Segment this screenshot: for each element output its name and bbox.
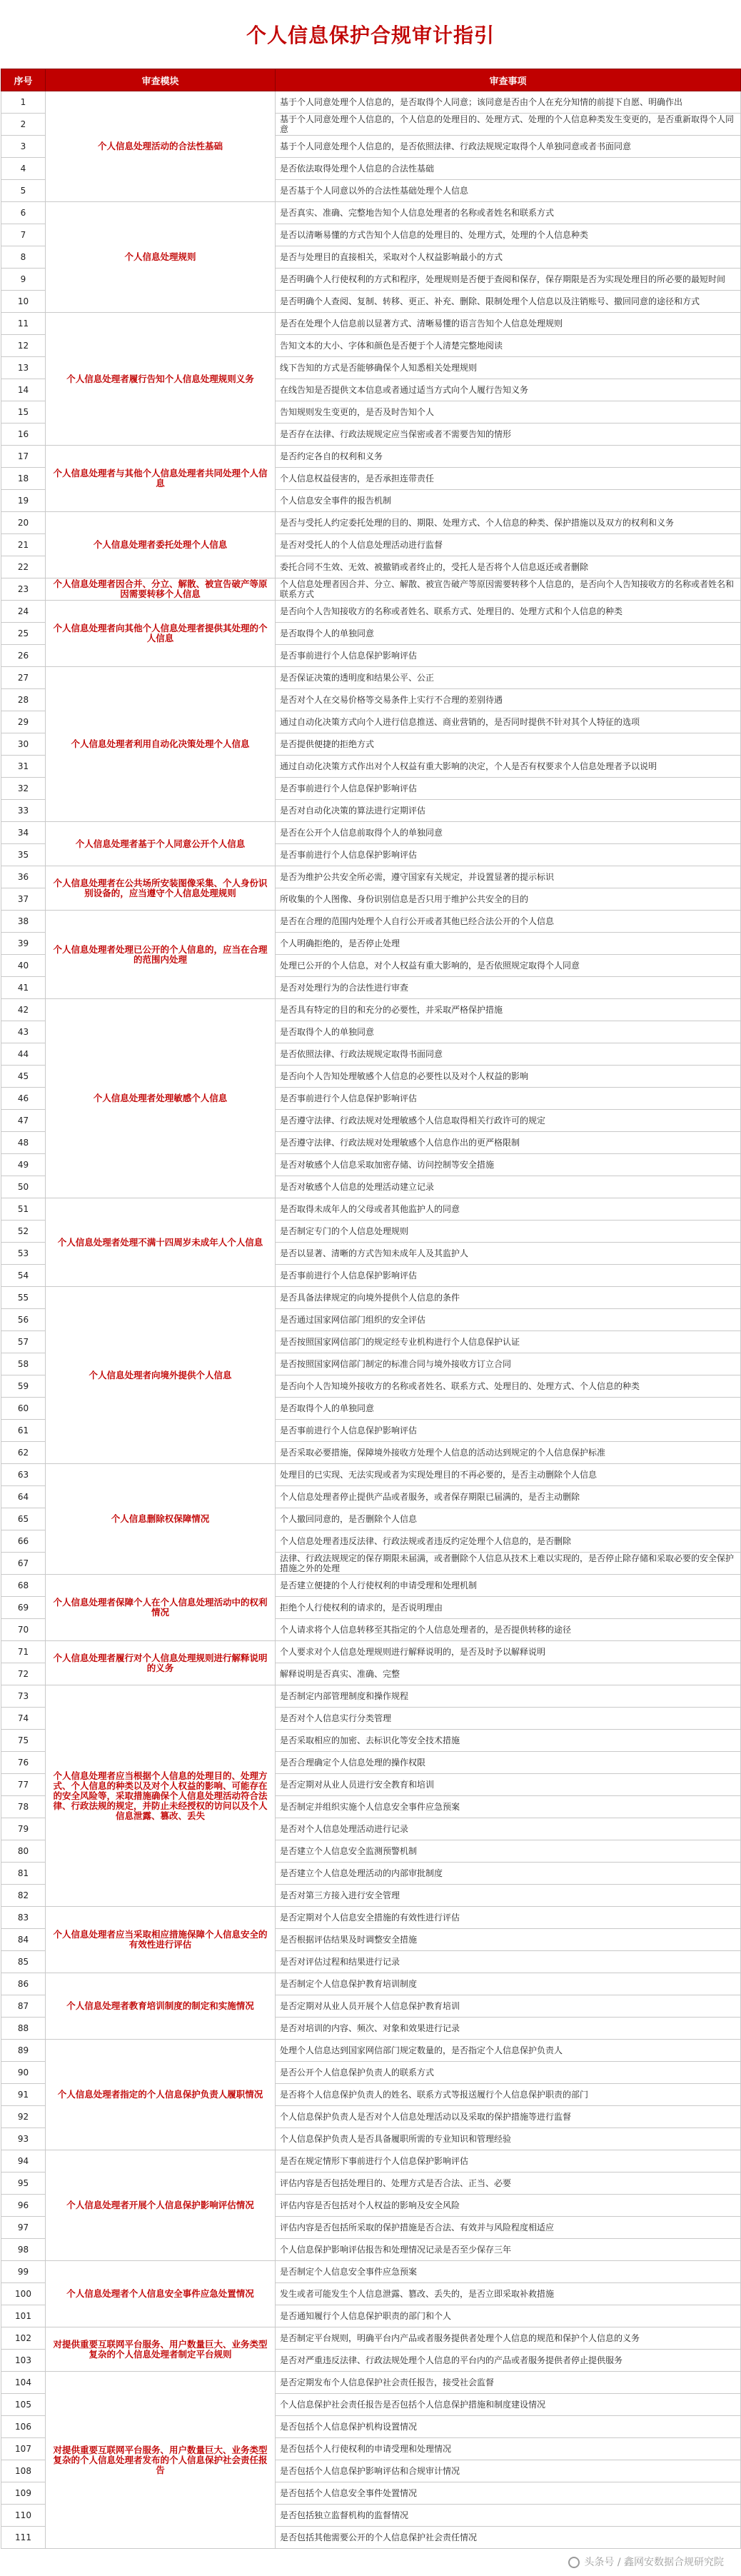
table-row: [1, 2372, 741, 2394]
row-seq: 4: [1, 158, 46, 180]
module-cell: 个人信息处理者指定的个人信息保护负责人履职情况: [46, 2040, 276, 2150]
row-seq: 52: [1, 1221, 46, 1243]
module-cell: 个人信息处理者利用自动化决策处理个人信息: [46, 667, 276, 822]
row-item: 个人请求将个人信息转移至其指定的个人信息处理者的，是否提供转移的途径: [276, 1619, 741, 1641]
module-cell: 个人信息处理者在公共场所安装图像采集、个人身份识别设备的，应当遵守个人信息处理规则: [46, 866, 276, 911]
row-seq: 14: [1, 379, 46, 401]
row-item: 是否事前进行个人信息保护影响评估: [276, 1420, 741, 1442]
row-seq: 105: [1, 2394, 46, 2416]
row-item: 个人撤回同意的，是否删除个人信息: [276, 1508, 741, 1530]
module-cell: 个人信息处理者处理不满十四周岁未成年人个人信息: [46, 1198, 276, 1287]
row-seq: 26: [1, 645, 46, 667]
row-seq: 48: [1, 1132, 46, 1154]
row-item: 是否制定个人信息保护教育培训制度: [276, 1973, 741, 1995]
table-row: [1, 512, 741, 534]
row-seq: 3: [1, 136, 46, 158]
table-row: [1, 578, 741, 601]
row-item: 是否存在法律、行政法规规定应当保密或者不需要告知的情形: [276, 424, 741, 446]
row-seq: 50: [1, 1176, 46, 1198]
module-cell: 个人信息处理者处理敏感个人信息: [46, 999, 276, 1198]
row-seq: 95: [1, 2172, 46, 2195]
table-row: [1, 2261, 741, 2283]
row-seq: 18: [1, 468, 46, 490]
row-seq: 39: [1, 933, 46, 955]
row-seq: 41: [1, 977, 46, 999]
row-item: 是否向个人告知境外接收方的名称或者姓名、联系方式、处理目的、处理方式、个人信息的种类: [276, 1375, 741, 1398]
header-item: 审查事项: [276, 69, 741, 91]
row-seq: 35: [1, 844, 46, 866]
row-seq: 37: [1, 888, 46, 911]
row-item: 是否包括个人信息保护机构设置情况: [276, 2416, 741, 2438]
row-item: 所收集的个人图像、身份识别信息是否只用于维护公共安全的目的: [276, 888, 741, 911]
row-item: 个人明确拒绝的，是否停止处理: [276, 933, 741, 955]
row-seq: 89: [1, 2040, 46, 2062]
row-seq: 111: [1, 2527, 46, 2549]
row-seq: 16: [1, 424, 46, 446]
row-seq: 107: [1, 2438, 46, 2460]
row-item: 是否对敏感个人信息采取加密存储、访问控制等安全措施: [276, 1154, 741, 1176]
row-seq: 58: [1, 1353, 46, 1375]
module-cell: 个人信息删除权保障情况: [46, 1464, 276, 1575]
row-seq: 20: [1, 512, 46, 534]
row-seq: 91: [1, 2084, 46, 2106]
header-module: 审查模块: [46, 69, 276, 91]
row-item: 是否取得个人的单独同意: [276, 623, 741, 645]
row-seq: 88: [1, 2018, 46, 2040]
row-seq: 43: [1, 1021, 46, 1043]
row-seq: 71: [1, 1641, 46, 1663]
row-item: 是否定期对从业人员开展个人信息保护教育培训: [276, 1995, 741, 2018]
title-bar: [0, 0, 741, 69]
table-row: [1, 446, 741, 468]
row-item: 是否制定并组织实施个人信息安全事件应急预案: [276, 1796, 741, 1818]
row-item: 是否采取相应的加密、去标识化等安全技术措施: [276, 1730, 741, 1752]
row-seq: 96: [1, 2195, 46, 2217]
module-cell: 对提供重要互联网平台服务、用户数量巨大、业务类型复杂的个人信息处理者发布的个人信息保护社会责任报告: [46, 2372, 276, 2549]
row-seq: 67: [1, 1553, 46, 1575]
row-seq: 24: [1, 601, 46, 623]
table-row: [1, 1198, 741, 1221]
module-cell: 个人信息处理者因合并、分立、解散、被宣告破产等原因需要转移个人信息: [46, 578, 276, 601]
row-seq: 93: [1, 2128, 46, 2150]
row-item: 是否对个人信息实行分类管理: [276, 1708, 741, 1730]
row-item: 评估内容是否包括对个人权益的影响及安全风险: [276, 2195, 741, 2217]
row-seq: 99: [1, 2261, 46, 2283]
row-seq: 44: [1, 1043, 46, 1066]
audit-table: [1, 69, 741, 2549]
table-row: [1, 1464, 741, 1486]
row-item: 告知规则发生变更的，是否及时告知个人: [276, 401, 741, 424]
row-seq: 8: [1, 246, 46, 269]
row-seq: 59: [1, 1375, 46, 1398]
row-item: 基于个人同意处理个人信息的，是否取得个人同意；该同意是否由个人在充分知情的前提下自愿、明确作出: [276, 91, 741, 114]
row-item: 是否在规定情形下事前进行个人信息保护影响评估: [276, 2150, 741, 2172]
row-item: 是否通过国家网信部门组织的安全评估: [276, 1309, 741, 1331]
row-item: 是否取得个人的单独同意: [276, 1021, 741, 1043]
row-seq: 21: [1, 534, 46, 556]
row-seq: 87: [1, 1995, 46, 2018]
header-seq: 序号: [1, 69, 46, 91]
module-cell: 个人信息处理者履行对个人信息处理规则进行解释说明的义务: [46, 1641, 276, 1685]
row-item: 基于个人同意处理个人信息的，个人信息的处理目的、处理方式、处理的个人信息种类发生变更的，是否重新取得个人同意: [276, 114, 741, 136]
row-item: 个人要求对个人信息处理规则进行解释说明的，是否及时予以解释说明: [276, 1641, 741, 1663]
row-seq: 10: [1, 291, 46, 313]
row-item: 是否制定平台规则，明确平台内产品或者服务提供者处理个人信息的规范和保护个人信息的义务: [276, 2327, 741, 2350]
module-cell: 个人信息处理者向境外提供个人信息: [46, 1287, 276, 1464]
row-item: 是否包括个人信息安全事件处置情况: [276, 2482, 741, 2505]
row-item: 是否对处理行为的合法性进行审查: [276, 977, 741, 999]
module-cell: 个人信息处理规则: [46, 202, 276, 313]
row-item: 是否制定内部管理制度和操作规程: [276, 1685, 741, 1708]
row-seq: 51: [1, 1198, 46, 1221]
row-item: 委托合同不生效、无效、被撤销或者终止的，受托人是否将个人信息返还或者删除: [276, 556, 741, 578]
row-seq: 36: [1, 866, 46, 888]
row-item: 是否基于个人同意以外的合法性基础处理个人信息: [276, 180, 741, 202]
row-seq: 61: [1, 1420, 46, 1442]
row-item: 线下告知的方式是否能够确保个人知悉相关处理规则: [276, 357, 741, 379]
row-seq: 79: [1, 1818, 46, 1840]
row-item: 个人信息保护负责人是否具备履职所需的专业知识和管理经验: [276, 2128, 741, 2150]
row-item: 评估内容是否包括处理目的、处理方式是否合法、正当、必要: [276, 2172, 741, 2195]
row-item: 个人信息处理者因合并、分立、解散、被宣告破产等原因需要转移个人信息的，是否向个人告知接收方的名称或者姓名和联系方式: [276, 578, 741, 601]
table-row: [1, 1685, 741, 1708]
row-seq: 57: [1, 1331, 46, 1353]
module-cell: 个人信息处理者处理已公开的个人信息的，应当在合理的范围内处理: [46, 911, 276, 999]
module-cell: 个人信息处理者应当根据个人信息的处理目的、处理方式、个人信息的种类以及对个人权益的影响、可能存在的安全风险等，采取措施确保个人信息处理活动符合法律、行政法规的规定，并防止未经授权的访问以及个人信息泄露、篡改、丢失: [46, 1685, 276, 1907]
row-item: 在线告知是否提供文本信息或者通过适当方式向个人履行告知义务: [276, 379, 741, 401]
table-row: [1, 1641, 741, 1663]
row-seq: 40: [1, 955, 46, 977]
table-row: [1, 1287, 741, 1309]
row-seq: 11: [1, 313, 46, 335]
row-seq: 69: [1, 1597, 46, 1619]
row-item: 是否事前进行个人信息保护影响评估: [276, 1088, 741, 1110]
row-seq: 6: [1, 202, 46, 224]
row-seq: 77: [1, 1774, 46, 1796]
row-seq: 34: [1, 822, 46, 844]
table-header-row: [1, 69, 741, 91]
row-seq: 54: [1, 1265, 46, 1287]
row-item: 是否以清晰易懂的方式告知个人信息的处理目的、处理方式，处理的个人信息种类: [276, 224, 741, 246]
table-row: [1, 313, 741, 335]
row-item: 是否依照法律、行政法规规定取得书面同意: [276, 1043, 741, 1066]
row-seq: 94: [1, 2150, 46, 2172]
row-seq: 31: [1, 756, 46, 778]
row-seq: 60: [1, 1398, 46, 1420]
row-item: 告知文本的大小、字体和颜色是否便于个人清楚完整地阅读: [276, 335, 741, 357]
module-cell: 个人信息处理者与其他个人信息处理者共同处理个人信息: [46, 446, 276, 512]
row-item: 是否包括其他需要公开的个人信息保护社会责任情况: [276, 2527, 741, 2549]
row-seq: 103: [1, 2350, 46, 2372]
row-seq: 7: [1, 224, 46, 246]
module-cell: 个人信息处理者基于个人同意公开个人信息: [46, 822, 276, 866]
row-item: 是否具有特定的目的和充分的必要性，并采取严格保护措施: [276, 999, 741, 1021]
row-item: 处理个人信息达到国家网信部门规定数量的，是否指定个人信息保护负责人: [276, 2040, 741, 2062]
table-row: [1, 601, 741, 623]
row-seq: 22: [1, 556, 46, 578]
row-seq: 9: [1, 269, 46, 291]
row-seq: 98: [1, 2239, 46, 2261]
row-item: 是否建立便捷的个人行使权利的申请受理和处理机制: [276, 1575, 741, 1597]
row-item: 处理目的已实现、无法实现或者为实现处理目的不再必要的，是否主动删除个人信息: [276, 1464, 741, 1486]
row-item: 是否对评估过程和结果进行记录: [276, 1951, 741, 1973]
table-row: [1, 1575, 741, 1597]
row-item: 是否事前进行个人信息保护影响评估: [276, 844, 741, 866]
row-item: 是否与受托人约定委托处理的目的、期限、处理方式、个人信息的种类、保护措施以及双方的权利和义务: [276, 512, 741, 534]
module-cell: 个人信息处理者保障个人在个人信息处理活动中的权利情况: [46, 1575, 276, 1641]
row-item: 评估内容是否包括所采取的保护措施是否合法、有效并与风险程度相适应: [276, 2217, 741, 2239]
row-seq: 45: [1, 1066, 46, 1088]
row-seq: 1: [1, 91, 46, 114]
row-item: 是否对个人在交易价格等交易条件上实行不合理的差别待遇: [276, 689, 741, 711]
table-row: [1, 2040, 741, 2062]
row-seq: 32: [1, 778, 46, 800]
row-item: 个人信息保护社会责任报告是否包括个人信息保护措施和制度建设情况: [276, 2394, 741, 2416]
module-cell: 对提供重要互联网平台服务、用户数量巨大、业务类型复杂的个人信息处理者制定平台规则: [46, 2327, 276, 2372]
row-seq: 33: [1, 800, 46, 822]
row-seq: 104: [1, 2372, 46, 2394]
table-row: [1, 202, 741, 224]
row-seq: 63: [1, 1464, 46, 1486]
row-item: 是否公开个人信息保护负责人的联系方式: [276, 2062, 741, 2084]
row-seq: 49: [1, 1154, 46, 1176]
row-item: 是否将个人信息保护负责人的姓名、联系方式等报送履行个人信息保护职责的部门: [276, 2084, 741, 2106]
row-item: 是否取得个人的单独同意: [276, 1398, 741, 1420]
row-item: 是否事前进行个人信息保护影响评估: [276, 1265, 741, 1287]
row-seq: 38: [1, 911, 46, 933]
row-seq: 80: [1, 1840, 46, 1863]
row-item: 是否对培训的内容、频次、对象和效果进行记录: [276, 2018, 741, 2040]
row-seq: 74: [1, 1708, 46, 1730]
module-cell: 个人信息处理者向其他个人信息处理者提供其处理的个人信息: [46, 601, 276, 667]
row-seq: 81: [1, 1863, 46, 1885]
row-item: 拒绝个人行使权利的请求的，是否说明理由: [276, 1597, 741, 1619]
row-item: 是否根据评估结果及时调整安全措施: [276, 1929, 741, 1951]
row-seq: 66: [1, 1530, 46, 1553]
row-seq: 75: [1, 1730, 46, 1752]
row-item: 是否按照国家网信部门制定的标准合同与境外接收方订立合同: [276, 1353, 741, 1375]
row-item: 是否事前进行个人信息保护影响评估: [276, 645, 741, 667]
row-item: 是否按照国家网信部门的规定经专业机构进行个人信息保护认证: [276, 1331, 741, 1353]
row-item: 是否明确个人查阅、复制、转移、更正、补充、删除、限制处理个人信息以及注销账号、撤回同意的途径和方式: [276, 291, 741, 313]
row-item: 是否以显著、清晰的方式告知未成年人及其监护人: [276, 1243, 741, 1265]
row-item: 法律、行政法规规定的保存期限未届满，或者删除个人信息从技术上难以实现的，是否停止除存储和采取必要的安全保护措施之外的处理: [276, 1553, 741, 1575]
row-seq: 55: [1, 1287, 46, 1309]
row-item: 是否定期对从业人员进行安全教育和培训: [276, 1774, 741, 1796]
module-cell: 个人信息处理者个人信息安全事件应急处置情况: [46, 2261, 276, 2327]
watermark-logo-icon: [568, 2557, 580, 2568]
row-item: 处理已公开的个人信息，对个人权益有重大影响的，是否依照规定取得个人同意: [276, 955, 741, 977]
watermark-text: 头条号 / 鑫网安数据合规研究院: [584, 2557, 724, 2568]
row-item: 是否对严重违反法律、行政法规处理个人信息的平台内的产品或者服务提供者停止提供服务: [276, 2350, 741, 2372]
row-seq: 100: [1, 2283, 46, 2305]
watermark: [568, 2555, 724, 2569]
row-item: 个人信息权益侵害的，是否承担连带责任: [276, 468, 741, 490]
row-seq: 27: [1, 667, 46, 689]
row-seq: 42: [1, 999, 46, 1021]
row-seq: 86: [1, 1973, 46, 1995]
row-seq: 56: [1, 1309, 46, 1331]
row-item: 是否定期对个人信息安全措施的有效性进行评估: [276, 1907, 741, 1929]
module-cell: 个人信息处理者教育培训制度的制定和实施情况: [46, 1973, 276, 2040]
row-item: 是否与处理目的直接相关，采取对个人权益影响最小的方式: [276, 246, 741, 269]
row-seq: 83: [1, 1907, 46, 1929]
row-seq: 70: [1, 1619, 46, 1641]
row-seq: 90: [1, 2062, 46, 2084]
row-item: 通过自动化决策方式作出对个人权益有重大影响的决定，个人是否有权要求个人信息处理者予以说明: [276, 756, 741, 778]
row-item: 是否明确个人行使权利的方式和程序，处理规则是否便于查阅和保存，保存期限是否为实现处理目的所必要的最短时间: [276, 269, 741, 291]
module-cell: 个人信息处理者开展个人信息保护影响评估情况: [46, 2150, 276, 2261]
row-seq: 17: [1, 446, 46, 468]
table-row: [1, 911, 741, 933]
row-item: 是否在合理的范围内处理个人自行公开或者其他已经合法公开的个人信息: [276, 911, 741, 933]
row-seq: 73: [1, 1685, 46, 1708]
row-item: 是否采取必要措施，保障境外接收方处理个人信息的活动达到规定的个人信息保护标准: [276, 1442, 741, 1464]
table-row: [1, 999, 741, 1021]
row-item: 解释说明是否真实、准确、完整: [276, 1663, 741, 1685]
row-item: 是否依法取得处理个人信息的合法性基础: [276, 158, 741, 180]
page-title: 个人信息保护合规审计指引: [246, 24, 495, 47]
row-item: 是否在公开个人信息前取得个人的单独同意: [276, 822, 741, 844]
row-item: 基于个人同意处理个人信息的，是否依照法律、行政法规规定取得个人单独同意或者书面同意: [276, 136, 741, 158]
row-seq: 19: [1, 490, 46, 512]
row-item: 是否对第三方接入进行安全管理: [276, 1885, 741, 1907]
row-seq: 72: [1, 1663, 46, 1685]
row-seq: 13: [1, 357, 46, 379]
row-item: 是否通知履行个人信息保护职责的部门和个人: [276, 2305, 741, 2327]
row-seq: 23: [1, 578, 46, 601]
module-cell: 个人信息处理者履行告知个人信息处理规则义务: [46, 313, 276, 446]
row-seq: 25: [1, 623, 46, 645]
table-row: [1, 1973, 741, 1995]
row-item: 是否对敏感个人信息的处理活动建立记录: [276, 1176, 741, 1198]
module-cell: 个人信息处理活动的合法性基础: [46, 91, 276, 202]
row-item: 是否真实、准确、完整地告知个人信息处理者的名称或者姓名和联系方式: [276, 202, 741, 224]
row-item: 发生或者可能发生个人信息泄露、篡改、丢失的，是否立即采取补救措施: [276, 2283, 741, 2305]
row-item: 是否遵守法律、行政法规对处理敏感个人信息取得相关行政许可的规定: [276, 1110, 741, 1132]
table-row: [1, 1907, 741, 1929]
row-item: 是否建立个人信息处理活动的内部审批制度: [276, 1863, 741, 1885]
row-seq: 109: [1, 2482, 46, 2505]
row-seq: 47: [1, 1110, 46, 1132]
row-item: 是否提供便捷的拒绝方式: [276, 733, 741, 756]
row-item: 是否具备法律规定的向境外提供个人信息的条件: [276, 1287, 741, 1309]
row-item: 是否制定专门的个人信息处理规则: [276, 1221, 741, 1243]
row-item: 个人信息处理者违反法律、行政法规或者违反约定处理个人信息的，是否删除: [276, 1530, 741, 1553]
row-seq: 106: [1, 2416, 46, 2438]
row-item: 个人信息保护影响评估报告和处理情况记录是否至少保存三年: [276, 2239, 741, 2261]
row-seq: 12: [1, 335, 46, 357]
row-item: 个人信息保护负责人是否对个人信息处理活动以及采取的保护措施等进行监督: [276, 2106, 741, 2128]
row-item: 是否合理确定个人信息处理的操作权限: [276, 1752, 741, 1774]
row-seq: 62: [1, 1442, 46, 1464]
row-seq: 101: [1, 2305, 46, 2327]
table-row: [1, 91, 741, 114]
row-seq: 76: [1, 1752, 46, 1774]
row-item: 是否保证决策的透明度和结果公平、公正: [276, 667, 741, 689]
row-seq: 53: [1, 1243, 46, 1265]
row-seq: 110: [1, 2505, 46, 2527]
row-seq: 28: [1, 689, 46, 711]
row-item: 是否向个人告知处理敏感个人信息的必要性以及对个人权益的影响: [276, 1066, 741, 1088]
row-item: 个人信息处理者停止提供产品或者服务，或者保存期限已届满的，是否主动删除: [276, 1486, 741, 1508]
row-item: 是否包括独立监督机构的监督情况: [276, 2505, 741, 2527]
row-seq: 85: [1, 1951, 46, 1973]
row-item: 是否约定各自的权利和义务: [276, 446, 741, 468]
audit-table-body: [1, 91, 741, 2549]
row-seq: 97: [1, 2217, 46, 2239]
row-item: 是否为维护公共安全所必需，遵守国家有关规定，并设置显著的提示标识: [276, 866, 741, 888]
row-seq: 29: [1, 711, 46, 733]
row-seq: 102: [1, 2327, 46, 2350]
row-seq: 65: [1, 1508, 46, 1530]
row-item: 是否对个人信息处理活动进行记录: [276, 1818, 741, 1840]
row-item: 是否在处理个人信息前以显著方式、清晰易懂的语言告知个人信息处理规则: [276, 313, 741, 335]
row-seq: 68: [1, 1575, 46, 1597]
row-item: 是否包括个人行使权利的申请受理和处理情况: [276, 2438, 741, 2460]
row-item: 是否建立个人信息安全监测预警机制: [276, 1840, 741, 1863]
row-item: 是否定期发布个人信息保护社会责任报告，接受社会监督: [276, 2372, 741, 2394]
row-seq: 5: [1, 180, 46, 202]
table-row: [1, 822, 741, 844]
row-item: 是否包括个人信息保护影响评估和合规审计情况: [276, 2460, 741, 2482]
row-seq: 78: [1, 1796, 46, 1818]
table-row: [1, 866, 741, 888]
table-row: [1, 2150, 741, 2172]
row-item: 是否对受托人的个人信息处理活动进行监督: [276, 534, 741, 556]
row-item: 是否事前进行个人信息保护影响评估: [276, 778, 741, 800]
row-seq: 46: [1, 1088, 46, 1110]
row-seq: 108: [1, 2460, 46, 2482]
row-seq: 92: [1, 2106, 46, 2128]
row-item: 是否向个人告知接收方的名称或者姓名、联系方式、处理目的、处理方式和个人信息的种类: [276, 601, 741, 623]
row-seq: 2: [1, 114, 46, 136]
table-row: [1, 667, 741, 689]
row-item: 通过自动化决策方式向个人进行信息推送、商业营销的，是否同时提供不针对其个人特征的选项: [276, 711, 741, 733]
row-seq: 64: [1, 1486, 46, 1508]
row-item: 是否遵守法律、行政法规对处理敏感个人信息作出的更严格限制: [276, 1132, 741, 1154]
module-cell: 个人信息处理者委托处理个人信息: [46, 512, 276, 578]
row-seq: 30: [1, 733, 46, 756]
row-seq: 15: [1, 401, 46, 424]
table-row: [1, 2327, 741, 2350]
row-item: 是否对自动化决策的算法进行定期评估: [276, 800, 741, 822]
module-cell: 个人信息处理者应当采取相应措施保障个人信息安全的有效性进行评估: [46, 1907, 276, 1973]
row-seq: 82: [1, 1885, 46, 1907]
row-item: 是否取得未成年人的父母或者其他监护人的同意: [276, 1198, 741, 1221]
row-seq: 84: [1, 1929, 46, 1951]
row-item: 个人信息安全事件的报告机制: [276, 490, 741, 512]
row-item: 是否制定个人信息安全事件应急预案: [276, 2261, 741, 2283]
